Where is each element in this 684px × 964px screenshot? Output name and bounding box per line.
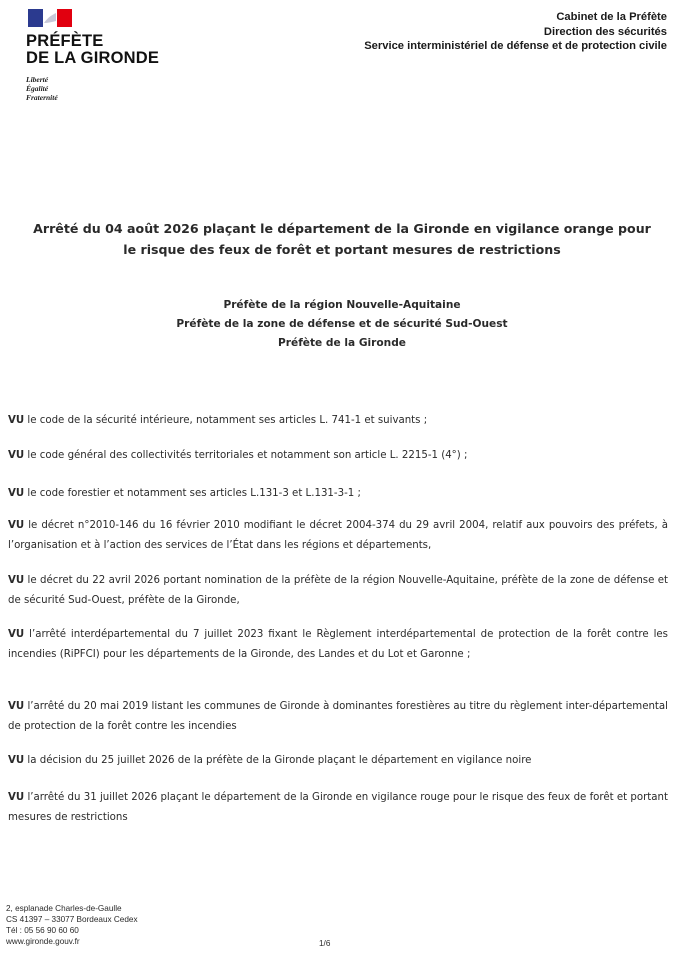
- issuing-service-header: [364, 10, 667, 54]
- authority-line-2: Préfète de la zone de défense et de sécurité Sud-Ouest: [176, 318, 508, 330]
- footer-street: 2, esplanade Charles-de-Gaulle: [6, 904, 122, 913]
- consideration-9: [8, 788, 668, 827]
- consideration-5: [8, 571, 668, 610]
- authority-line-1: Préfète de la région Nouvelle-Aquitaine: [223, 299, 461, 311]
- vu-prefix: VU: [8, 415, 25, 426]
- consideration-6: [8, 625, 668, 664]
- vu-prefix: VU: [8, 450, 25, 461]
- consideration-text: le code de la sécurité intérieure, notamment ses articles L. 741-1 et suivants ;: [27, 415, 428, 426]
- page-number: 1/6: [319, 939, 331, 948]
- republic-flag-icon: [28, 9, 72, 27]
- consideration-text: le décret n°2010-146 du 16 février 2010 modifiant le décret 2004-374 du 29 avril 2004, relatif aux pouvoirs des préfets, à l’organisation et à l’action des services de l’État dans les régions et départements,: [8, 520, 668, 551]
- vu-prefix: VU: [8, 488, 25, 499]
- consideration-8: [8, 751, 668, 771]
- prefecture-logo-title: [26, 33, 159, 67]
- consideration-text: l’arrêté du 31 juillet 2026 plaçant le département de la Gironde en vigilance rouge pour le risque des feux de forêt et portant mesures de restrictions: [8, 792, 668, 823]
- consideration-text: la décision du 25 juillet 2026 de la préfète de la Gironde plaçant le département en vigilance noire: [27, 755, 532, 766]
- consideration-text: l’arrêté du 20 mai 2019 listant les communes de Gironde à dominantes forestières au titre du règlement inter-départemental de protection de la forêt contre les incendies: [8, 701, 668, 732]
- consideration-3: [8, 484, 668, 504]
- footer-website-link[interactable]: www.gironde.gouv.fr: [6, 937, 80, 946]
- vu-prefix: VU: [8, 629, 25, 640]
- decree-title-line-2: le risque des feux de forêt et portant mesures de restrictions: [123, 242, 561, 257]
- authority-block: [0, 296, 684, 353]
- motto-egalite: Égalité: [26, 84, 49, 94]
- footer-address: [6, 903, 138, 947]
- footer-postal: CS 41397 – 33077 Bordeaux Cedex: [6, 915, 138, 924]
- decree-title-line-1: Arrêté du 04 août 2026 plaçant le département de la Gironde en vigilance orange pour: [33, 221, 651, 236]
- consideration-text: le code forestier et notamment ses articles L.131-3 et L.131-3-1 ;: [27, 488, 361, 499]
- motto-liberte: Liberté: [26, 75, 49, 84]
- header-service: Service interministériel de défense et de protection civile: [364, 40, 667, 52]
- consideration-4: [8, 516, 668, 555]
- consideration-7: [8, 697, 668, 736]
- logo-line-2: DE LA GIRONDE: [26, 49, 160, 67]
- authority-line-3: Préfète de la Gironde: [278, 337, 406, 349]
- header-direction: Direction des sécurités: [543, 25, 667, 38]
- logo-line-1: PRÉFÈTE: [26, 32, 104, 50]
- consideration-2: [8, 446, 668, 466]
- motto-fraternite: Fraternité: [26, 93, 58, 103]
- footer-phone: Tél : 05 56 90 60 60: [6, 926, 79, 935]
- republic-motto: [26, 75, 58, 103]
- vu-prefix: VU: [8, 701, 25, 712]
- consideration-text: le décret du 22 avril 2026 portant nomination de la préfète de la région Nouvelle-Aquitaine, préfète de la zone de défense et de sécurité Sud-Ouest, préfète de la Gironde,: [8, 575, 668, 606]
- consideration-1: [8, 411, 668, 431]
- consideration-text: le code général des collectivités territoriales et notamment son article L. 2215-1 (4°) ;: [27, 450, 468, 461]
- vu-prefix: VU: [8, 520, 25, 531]
- vu-prefix: VU: [8, 755, 25, 766]
- decree-title: [10, 218, 674, 260]
- consideration-text: l’arrêté interdépartemental du 7 juillet 2023 fixant le Règlement interdépartemental de protection de la forêt contre les incendies (RiPFCI) pour les départements de la Gironde, des Landes et du Lot et Garonne ;: [8, 629, 668, 660]
- vu-prefix: VU: [8, 792, 25, 803]
- header-cabinet: Cabinet de la Préfète: [556, 11, 667, 23]
- vu-prefix: VU: [8, 575, 25, 586]
